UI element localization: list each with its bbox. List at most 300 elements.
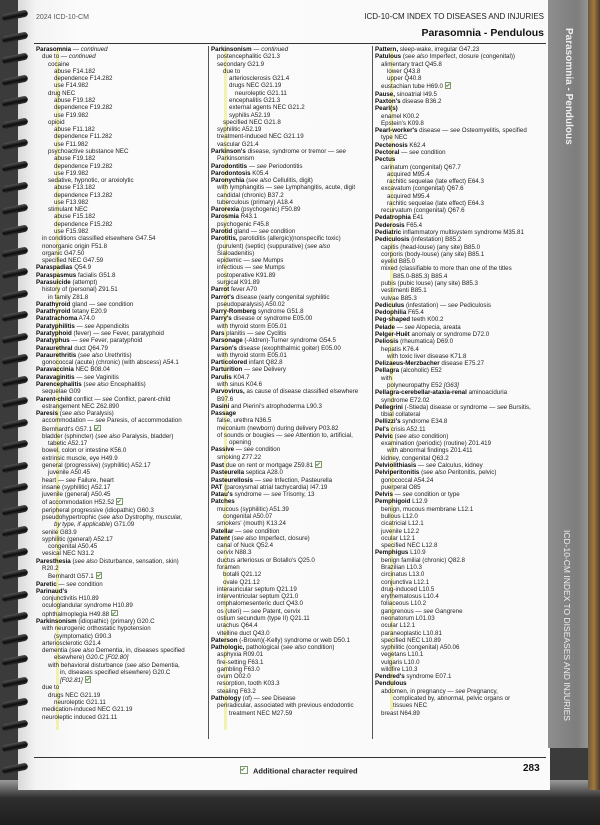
subterm-entry [36, 126, 206, 133]
cross-reference-italic: see also [282, 644, 306, 652]
main-term: Patent [211, 534, 230, 542]
main-term: Pendred's [375, 673, 405, 681]
main-term-entry [211, 337, 371, 344]
main-term-entry [375, 53, 545, 60]
entry-text: drugs NEC G21.19 [48, 691, 101, 699]
entry-text: condition [76, 580, 103, 588]
entry-text: (symptomatic) G90.3 [54, 632, 112, 640]
entry-text: K05.4 [250, 169, 269, 177]
cross-reference-italic: see also [126, 661, 150, 669]
main-term: Parkinson's [211, 147, 246, 155]
entry-text: tetany E20.9 [70, 308, 107, 316]
entry-text: Dementia, in, diseases specified [94, 647, 185, 655]
entry-text: in conditions classified elsewhere G47.54 [42, 235, 156, 243]
entry-text: dependence F19.282 [54, 162, 113, 170]
subterm-entry [36, 692, 206, 699]
subterm-entry [211, 659, 371, 666]
main-term: Parulis [211, 373, 232, 381]
main-term-entry [36, 272, 206, 279]
entry-text: Cellulitis, digit) [271, 177, 313, 185]
running-head-left: 2024 ICD-10-CM [36, 14, 89, 21]
main-term: Passive [211, 446, 235, 454]
subterm-entry [211, 673, 371, 680]
subterm-entry [211, 61, 371, 68]
entry-text: cervix N88.3 [217, 549, 252, 557]
main-term: Pedophilia [375, 309, 407, 317]
entry-text: Peritonitis, pelvic) [446, 469, 497, 477]
entry-text: with abnormal findings Z01.411 [387, 447, 473, 455]
main-term: Parotitis, [211, 235, 238, 243]
subterm-entry [36, 536, 206, 543]
main-term: Paretic [36, 580, 57, 588]
subterm-entry [36, 669, 206, 676]
subterm-entry [375, 651, 545, 658]
entry-text: — [247, 162, 257, 170]
entry-text: psychogenic F45.8 [217, 220, 269, 228]
subterm-entry [211, 586, 371, 593]
subterm-entry [211, 651, 371, 658]
subterm-entry [375, 637, 545, 644]
main-term-entry [375, 98, 545, 105]
main-term: Paresthesia [36, 557, 71, 565]
main-term: Paravaginitis [36, 373, 75, 381]
main-term-entry [211, 294, 371, 301]
main-term: Passage [211, 410, 237, 418]
entry-text: abuse F13.182 [54, 184, 96, 192]
entry-text: ocular L12.1 [381, 622, 416, 630]
subterm-entry [375, 287, 545, 294]
subterm-entry [211, 622, 371, 629]
subterm-entry [375, 193, 545, 200]
main-term: Parson's [211, 344, 237, 352]
running-head-right: ICD-10-CM INDEX TO DISEASES AND INJURIES [364, 12, 544, 21]
entry-text: with lymphangitis — [217, 184, 274, 192]
subterm-entry [211, 97, 371, 104]
entry-text: B85.0-B85.3) B85.4 [393, 272, 448, 280]
entry-text: acquired M95.4 [387, 170, 430, 178]
main-term-entry [36, 374, 206, 381]
spiral-coil [2, 203, 29, 215]
entry-text: gland — [70, 300, 97, 308]
subterm-entry [211, 352, 371, 359]
entry-text: Delivery [261, 366, 286, 374]
main-term: Pediculosis [375, 236, 410, 244]
main-term: Paratyphus [36, 337, 70, 345]
entry-text: ( [229, 534, 234, 542]
entry-text: ( [76, 351, 81, 359]
subterm-entry [375, 622, 545, 629]
entry-text: smoking Z77.22 [217, 453, 262, 461]
subterm-entry [375, 659, 545, 666]
main-term: Parasuicide [36, 279, 71, 286]
cross-reference-italic: see [79, 337, 90, 345]
spiral-coil [2, 310, 29, 322]
main-term-entry [375, 229, 545, 236]
subterm-entry [36, 286, 206, 293]
spiral-coil [2, 633, 29, 645]
entry-text: general (progressive) (syphilitic) A52.17 [42, 462, 151, 470]
subterm-entry [36, 498, 206, 506]
main-term-entry [211, 213, 371, 220]
entry-text: (alcoholic) E52 [399, 367, 442, 375]
subterm-entry [36, 163, 206, 170]
entry-text: disease E75.27 [439, 360, 485, 368]
main-term: Pemphigus [375, 549, 409, 557]
main-term: Pathology [211, 695, 241, 703]
main-term: Pemphigoid [375, 498, 411, 506]
main-term: Pel's [375, 425, 390, 433]
spiral-coil [2, 74, 29, 86]
spiral-coil [2, 697, 29, 709]
entry-text: R43.1 [238, 213, 258, 221]
subterm-entry [36, 104, 206, 111]
subterm-entry [375, 455, 545, 462]
cross-reference-italic: see [101, 329, 111, 337]
main-term-entry [36, 264, 206, 271]
entry-text: (of) — [240, 695, 262, 703]
cross-reference-italic: by type, if applicable [54, 521, 111, 529]
subterm-entry [36, 529, 206, 536]
main-term-entry [375, 302, 545, 309]
subterm-entry [36, 640, 206, 647]
subterm-entry [211, 53, 371, 60]
entry-text: rachitic sequelae (late effect) E64.3 [387, 178, 484, 186]
entry-text: accommodation — [42, 417, 96, 425]
legend-text: Additional character required [253, 766, 358, 776]
main-term-entry [211, 228, 371, 235]
entry-text: with behavioral disturbance ( [48, 661, 127, 669]
cross-reference-italic: see also [80, 351, 104, 359]
subterm-entry [375, 178, 545, 185]
entry-text: syndrome E34.8 [400, 418, 448, 426]
entry-text: with toxic liver disease K71.8 [387, 352, 467, 360]
subterm-entry [211, 90, 371, 97]
main-term: Parturition [211, 366, 243, 374]
subterm-entry [36, 602, 206, 609]
entry-text: omphalomesenteric duct Q43.0 [217, 600, 303, 608]
subterm-entry [211, 432, 371, 439]
entry-text: — [392, 491, 403, 499]
subterm-entry [211, 417, 371, 424]
entry-text: asphyxia R09.01 [217, 651, 264, 659]
subterm-entry [375, 477, 545, 484]
spiral-coil [2, 611, 29, 623]
main-term: Patulous [375, 53, 402, 61]
entry-text: ( [401, 53, 405, 61]
section-range-title: Parasomnia - Pendulous [421, 27, 544, 39]
main-term-entry [211, 410, 371, 417]
entry-text: vulvae B85.3 [381, 294, 417, 302]
subterm-entry [211, 133, 371, 140]
entry-text: elsewhere) G20.C [54, 654, 106, 662]
spiral-coil [2, 246, 29, 258]
main-term-entry [211, 528, 371, 535]
entry-text: ( [392, 432, 397, 440]
main-term-entry [36, 381, 206, 388]
subterm-entry [375, 695, 545, 702]
entry-text: condition [268, 228, 296, 236]
entry-text: interventricular septum Q21.0 [217, 593, 299, 601]
subterm-entry [211, 323, 371, 330]
cross-reference-italic: see [402, 491, 413, 499]
entry-text: wildfire L10.3 [381, 665, 418, 673]
subterm-entry [36, 455, 206, 462]
entry-text: condition [419, 148, 446, 156]
subterm-entry [36, 206, 206, 213]
entry-text: condition) [419, 432, 449, 440]
spiral-coil [2, 654, 29, 666]
subterm-entry [36, 68, 206, 75]
main-term-entry [36, 366, 206, 373]
entry-text: benign, mucous membrane L12.1 [381, 505, 474, 513]
cross-reference-italic: see [251, 257, 262, 265]
entry-text: arteriosclerotic G21.4 [42, 639, 101, 647]
entry-text: Patent, cervix [261, 607, 301, 615]
entry-text: parotiditis (allergic)(nonspecific toxic) [237, 235, 341, 243]
subterm-entry [36, 699, 206, 706]
entry-text: heart — [42, 476, 66, 484]
entry-text: A74.0 [77, 315, 95, 323]
main-term-entry [375, 680, 545, 687]
main-term-entry [211, 366, 371, 373]
spiral-coil [2, 504, 29, 516]
entry-text: drugs NEC G21.19 [229, 82, 282, 90]
cross-reference-italic: see [455, 687, 466, 695]
entry-text: foliaceous L10.2 [381, 600, 427, 608]
entry-text: disease (early congenital syphilitic [234, 293, 330, 301]
entry-text: syphilitic (general) A52.17 [42, 535, 113, 543]
main-term: Pathologic, [211, 644, 245, 652]
main-term-entry [211, 637, 371, 644]
subterm-entry [375, 411, 545, 418]
entry-text: and Pierini's atrophoderma L90.3 [229, 402, 322, 410]
entry-text: planitis — [224, 329, 256, 337]
subterm-entry [36, 199, 206, 206]
entry-text: in, diseases specified elsewhere) G20.C [60, 668, 171, 676]
entry-text: abuse F14.182 [54, 67, 96, 75]
entry-text: medication-induced NEC G21.19 [42, 706, 133, 714]
entry-text: Pregnancy, [465, 687, 498, 695]
subterm-entry [36, 213, 206, 220]
main-term-entry [211, 374, 371, 381]
subterm-entry [36, 192, 206, 199]
subterm-entry [211, 710, 371, 717]
entry-text: (-Aldren)-Turner syndrome G54.5 [242, 337, 336, 345]
subterm-entry [375, 280, 545, 287]
entry-text: condition or type [412, 491, 460, 499]
cross-reference-italic: see [84, 373, 95, 381]
subterm-entry [375, 82, 545, 90]
entry-text: use F19.982 [54, 111, 89, 119]
cross-reference-italic: see [102, 395, 113, 403]
entry-text: syndrome — [232, 491, 272, 499]
subterm-entry [375, 134, 545, 141]
subterm-entry [36, 170, 206, 177]
entry-text: oculoglandular syndrome H10.89 [42, 602, 133, 610]
entry-text: disease, syndrome or tremor — [245, 147, 336, 155]
spiral-coil [2, 375, 29, 387]
cross-reference-italic: continued [68, 53, 96, 61]
entry-text: surgical K91.89 [217, 279, 260, 286]
main-term-entry [211, 46, 371, 53]
main-term-entry [36, 330, 206, 337]
cross-reference-italic: see also [404, 53, 428, 61]
main-term-entry [375, 127, 545, 134]
spiral-coil [2, 117, 29, 129]
entry-text: (paroxysmal atrial tachycardia) I47.19 [222, 483, 328, 491]
entry-text: kidney, congenital Q63.2 [381, 454, 449, 462]
spiral-coil [2, 482, 29, 494]
entry-text: vitelline duct Q43.0 [217, 629, 270, 637]
entry-text: examination (periodic) (routine) Z01.419 [381, 440, 492, 448]
subterm-entry [211, 68, 371, 75]
main-term-entry [211, 163, 371, 170]
entry-text: candidal (chronic) B37.2 [217, 191, 284, 199]
subterm-entry [211, 126, 371, 133]
subterm-entry [375, 702, 545, 709]
subterm-entry [375, 185, 545, 192]
entry-text: Brazilian L10.3 [381, 563, 422, 571]
entry-text: (purulent) (septic) (suppurative) ( [217, 242, 308, 250]
main-term: Pause, [375, 90, 395, 98]
subterm-entry [211, 425, 371, 432]
subterm-entry [36, 97, 206, 104]
entry-text: eustachian tube H69.0 [381, 83, 443, 91]
entry-text: ovum O02.0 [217, 673, 251, 681]
main-term-entry [211, 498, 371, 505]
entry-text: (infestation) — [404, 301, 448, 309]
main-term: Pedatrophia [375, 214, 411, 222]
entry-text: anomaly or syndrome D72.0 [409, 330, 490, 338]
cross-reference-italic: see [425, 462, 436, 470]
main-term: Paterson [211, 636, 238, 644]
entry-text: cocaine [48, 60, 70, 68]
entry-text: false, urethra N36.5 [217, 417, 272, 425]
main-term-entry [211, 446, 371, 453]
entry-text: of sounds or bougies — [217, 431, 285, 439]
main-term-entry [375, 214, 545, 221]
main-term: Pelvis [375, 491, 393, 499]
main-term: Paratyphoid [36, 329, 72, 337]
entry-text: aminoaciduria [466, 389, 508, 397]
subterm-entry [36, 257, 206, 264]
main-term-entry [211, 695, 371, 702]
entry-text: crisis A52.11 [389, 425, 426, 433]
entry-text: Bernhardt's G57.1 [42, 425, 93, 433]
subterm-entry [36, 462, 206, 469]
main-term: Paraurethral [36, 344, 73, 352]
main-term-entry [36, 301, 206, 308]
cross-reference-italic: see [256, 162, 267, 170]
cross-reference-italic: see also [396, 432, 420, 440]
entry-text: infectious — [217, 264, 253, 272]
entry-text: ( [419, 469, 424, 477]
entry-text: dependence F19.282 [54, 104, 113, 112]
cross-reference-italic: see [243, 446, 254, 454]
entry-text: with sinus K04.6 [217, 380, 263, 388]
cross-reference-italic: see [251, 607, 262, 615]
entry-text: Sialoadenitis) [217, 249, 255, 257]
subterm-entry [36, 228, 206, 235]
subterm-entry [375, 375, 545, 382]
spiral-coil [2, 31, 29, 43]
entry-text: L10.9 [408, 549, 426, 557]
entry-text: Periodontitis [266, 162, 303, 170]
entry-text: as cause of disease classified elsewhere [244, 388, 359, 396]
cross-reference-italic: muscular, [155, 514, 183, 521]
main-term-entry [375, 367, 545, 374]
entry-text: Fever, paratyphoid [89, 337, 143, 345]
subterm-entry [36, 491, 206, 498]
main-term-entry [375, 433, 545, 440]
entry-text: dementia ( [42, 647, 72, 655]
subterm-entry [36, 184, 206, 191]
subterm-entry [36, 633, 206, 640]
cross-reference-italic: see [258, 228, 269, 236]
main-term-entry [211, 535, 371, 542]
entry-text: use F15.982 [54, 228, 89, 236]
main-term-entry [211, 403, 371, 410]
cross-reference-italic: see also [71, 647, 95, 655]
cross-reference-italic: see also [307, 242, 331, 250]
subterm-entry [211, 579, 371, 586]
entry-text: organic G47.50 [42, 249, 85, 257]
subterm-entry [375, 571, 545, 578]
subterm-entry [36, 425, 206, 433]
subterm-entry [375, 171, 545, 178]
entry-text: vulgaris L10.0 [381, 658, 420, 666]
main-term: Peg-shaped [375, 316, 411, 324]
main-term-entry [375, 331, 545, 338]
entry-text: ) G71.09 [110, 521, 135, 529]
main-term-entry [375, 404, 545, 411]
entry-text: circinatus L13.0 [381, 571, 425, 579]
entry-text: senile G83.9 [42, 528, 77, 536]
entry-text: opioid [48, 118, 65, 126]
entry-text: erythematosus L10.4 [381, 593, 439, 601]
entry-text: conjunctiva L12.1 [381, 578, 430, 586]
main-term: Pellagra [375, 367, 400, 375]
spiral-binding [0, 0, 30, 790]
subterm-entry [211, 454, 371, 461]
subterm-entry [375, 68, 545, 75]
main-term: Parkinsonism [36, 617, 77, 625]
entry-text: (psychogenic) F50.89 [239, 206, 301, 214]
main-term-entry [375, 236, 545, 243]
entry-text: use F14.982 [54, 82, 89, 90]
main-term-entry [36, 410, 206, 417]
main-term-entry [211, 177, 371, 184]
subterm-entry [211, 557, 371, 564]
main-term: Peliosis [375, 338, 399, 346]
main-term-entry [375, 309, 545, 316]
main-term: Pectoral [375, 148, 400, 156]
entry-text: arteriosclerosis G21.4 [229, 75, 290, 83]
cross-reference-italic: see [423, 607, 434, 615]
main-term: Paraspasmus [36, 271, 77, 279]
entry-text: due to [42, 684, 60, 692]
subterm-entry [36, 543, 206, 550]
main-term-entry [375, 491, 545, 498]
entry-text: Osteomyelitis, specified [460, 127, 527, 135]
main-term: Pelizaeus-Merzbacher [375, 360, 440, 368]
subterm-entry [375, 484, 545, 491]
spiral-coil [2, 439, 29, 451]
cross-reference-italic: [F02.80] [105, 654, 129, 662]
main-term: Parent-child [36, 395, 72, 403]
subterm-entry [36, 714, 206, 721]
entry-text: sedative, hypnotic, or anxiolytic [48, 177, 134, 185]
